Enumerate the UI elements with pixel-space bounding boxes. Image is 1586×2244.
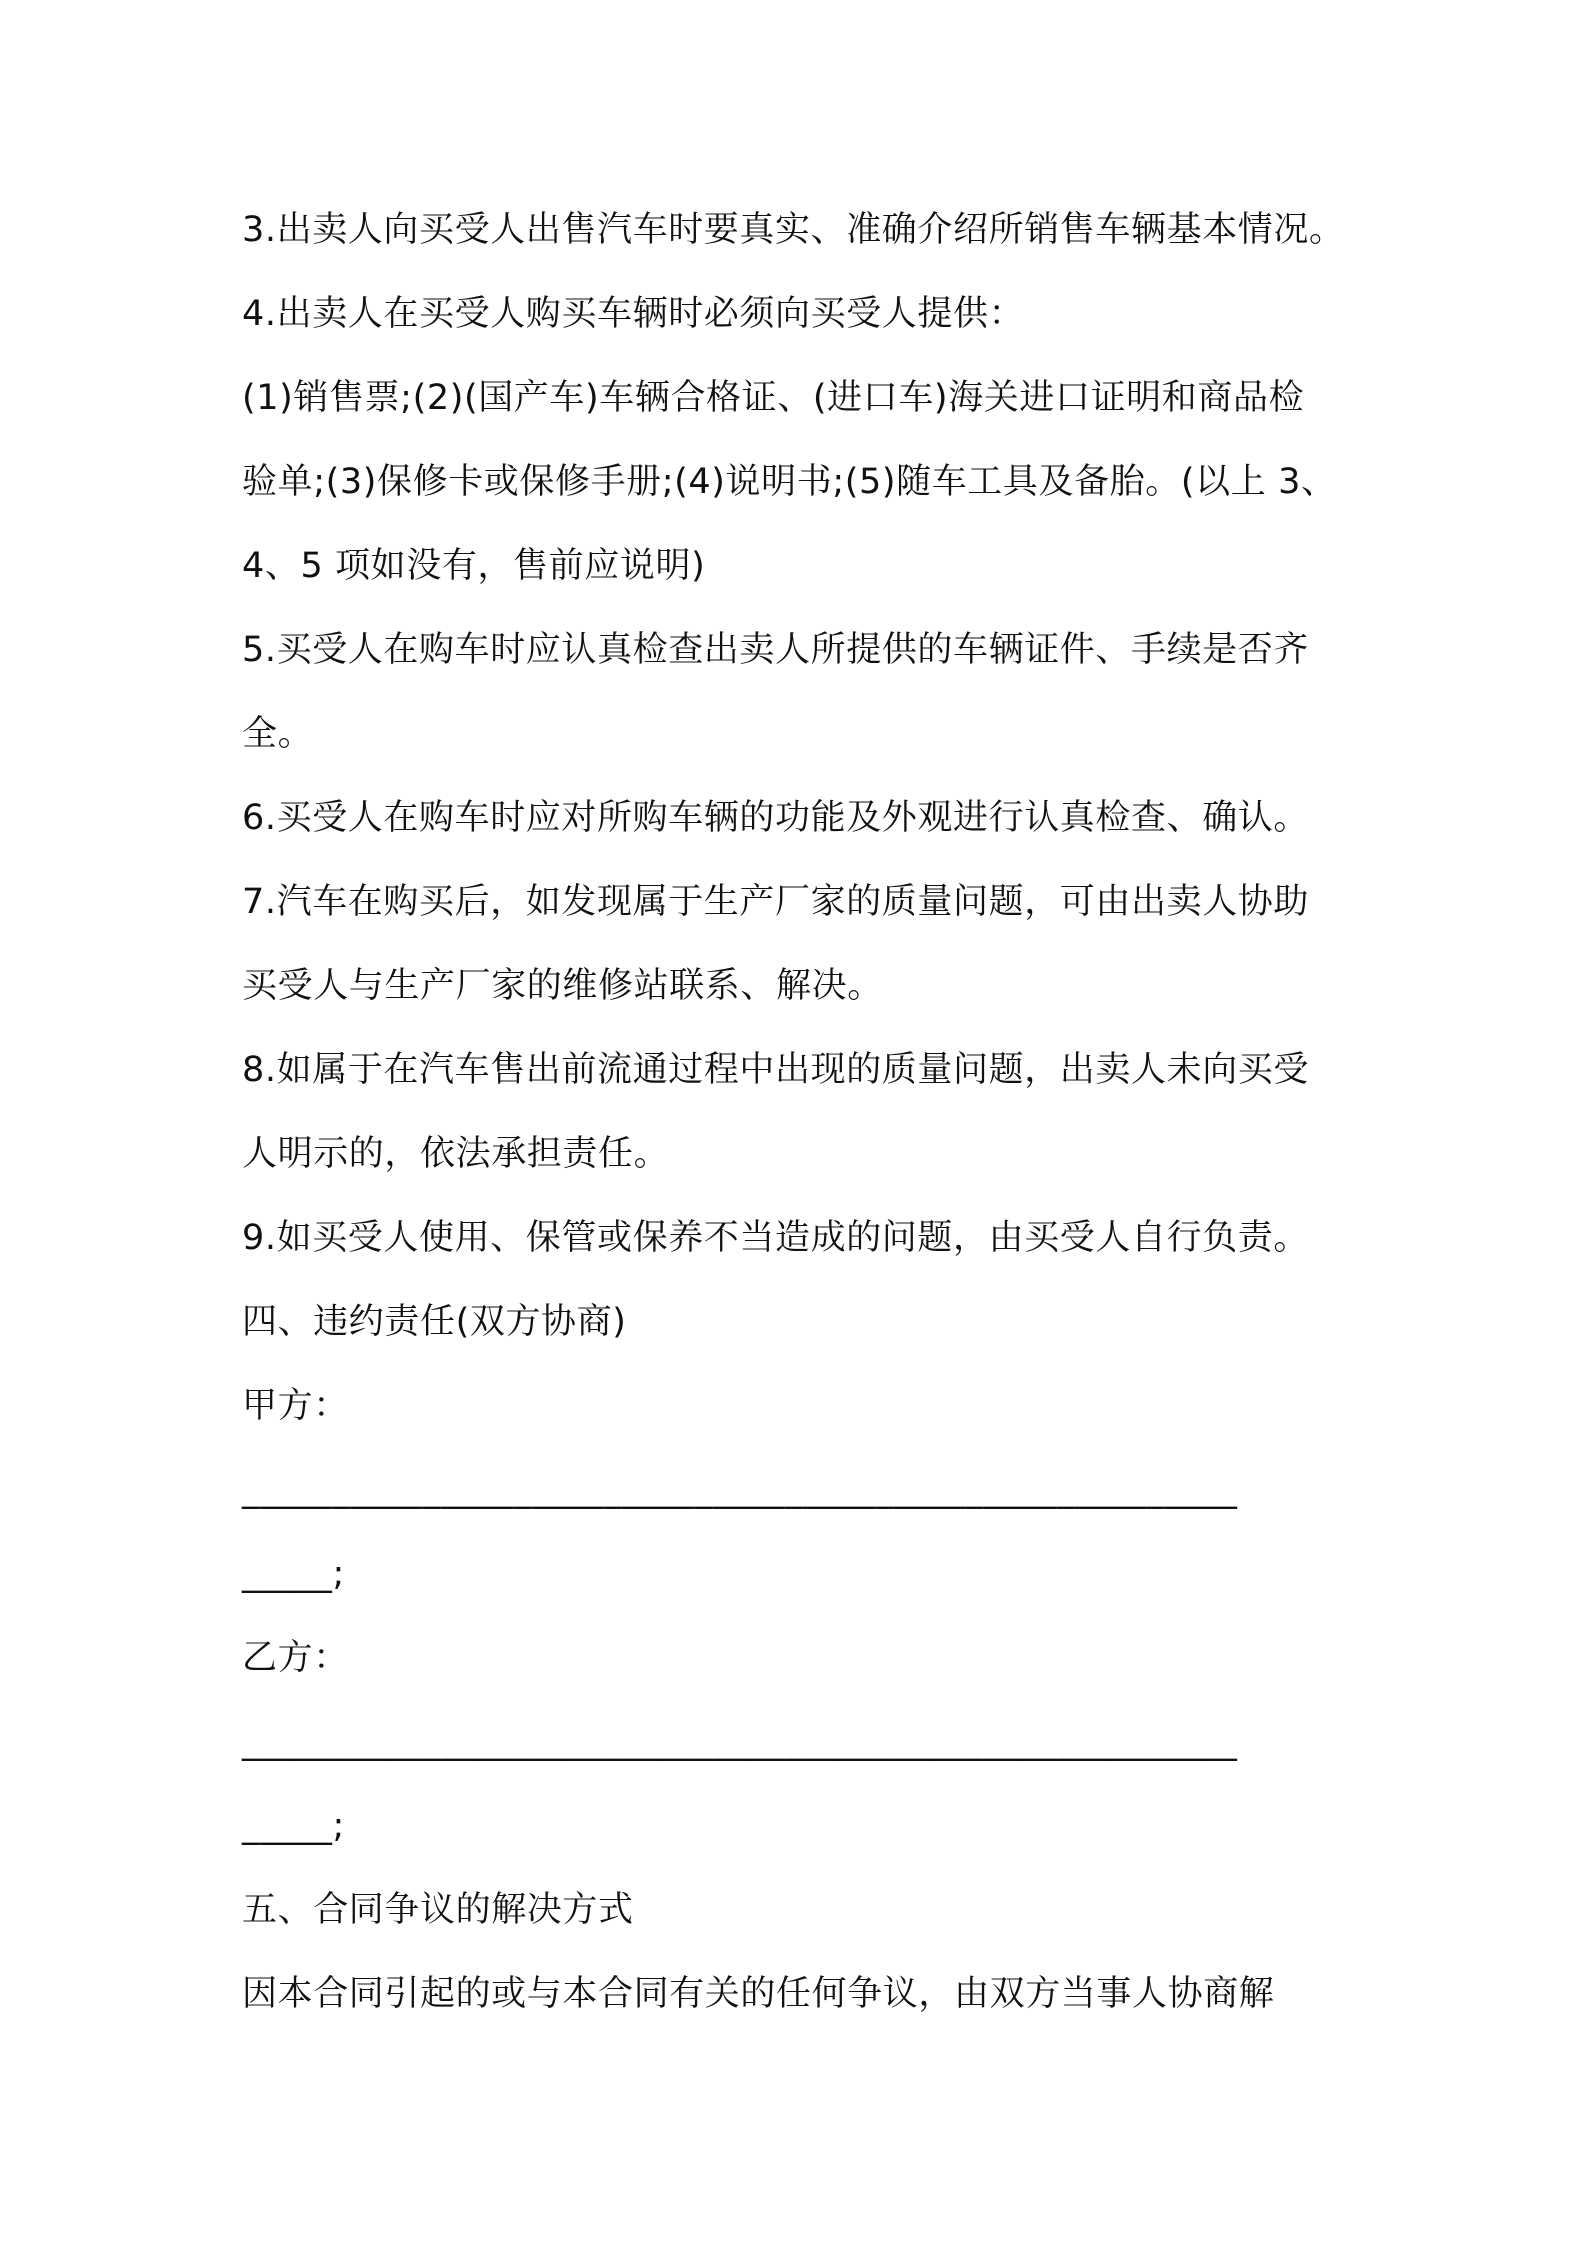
party-b-blank-line-2: _____;: [242, 1806, 345, 1846]
clause-7-text-line-2: 买受人与生产厂家的维修站联系、解决。: [242, 966, 883, 1006]
party-a-label: 甲方：: [242, 1386, 349, 1426]
party-b-blank-line-1: _______________________________________________________: [242, 1722, 1238, 1762]
party-b-label: 乙方：: [242, 1638, 349, 1678]
clause-7-text-line-1: 7.汽车在购买后，如发现属于生产厂家的质量问题，可由出卖人协助: [242, 882, 1309, 922]
section-4-heading: 四、违约责任(双方协商): [242, 1302, 627, 1342]
clause-4-items-line-3: 4、5 项如没有，售前应说明): [242, 546, 706, 586]
clause-8-text-line-2: 人明示的，依法承担责任。: [242, 1134, 670, 1174]
section-5-heading: 五、合同争议的解决方式: [242, 1890, 634, 1930]
clause-5-text-line-2: 全。: [242, 714, 314, 754]
clause-8-text-line-1: 8.如属于在汽车售出前流通过程中出现的质量问题，出卖人未向买受: [242, 1050, 1309, 1090]
party-a-blank-line-2: _____;: [242, 1554, 345, 1594]
clause-5-text-line-1: 5.买受人在购车时应认真检查出卖人所提供的车辆证件、手续是否齐: [242, 630, 1309, 670]
party-a-blank-line-1: _______________________________________________________: [242, 1470, 1238, 1510]
clause-4-text: 4.出卖人在买受人购买车辆时必须向买受人提供：: [242, 294, 1025, 334]
clause-4-items-line-2: 验单;(3)保修卡或保修手册;(4)说明书;(5)随车工具及备胎。(以上 3、: [242, 462, 1337, 502]
clause-9-text: 9.如买受人使用、保管或保养不当造成的问题，由买受人自行负责。: [242, 1218, 1309, 1258]
dispute-clause-text: 因本合同引起的或与本合同有关的任何争议，由双方当事人协商解: [242, 1974, 1275, 2014]
clause-4-items-line-1: (1)销售票;(2)(国产车)车辆合格证、(进口车)海关进口证明和商品检: [242, 378, 1305, 418]
clause-3-text: 3.出卖人向买受人出售汽车时要真实、准确介绍所销售车辆基本情况。: [242, 210, 1345, 250]
clause-6-text: 6.买受人在购车时应对所购车辆的功能及外观进行认真检查、确认。: [242, 798, 1309, 838]
